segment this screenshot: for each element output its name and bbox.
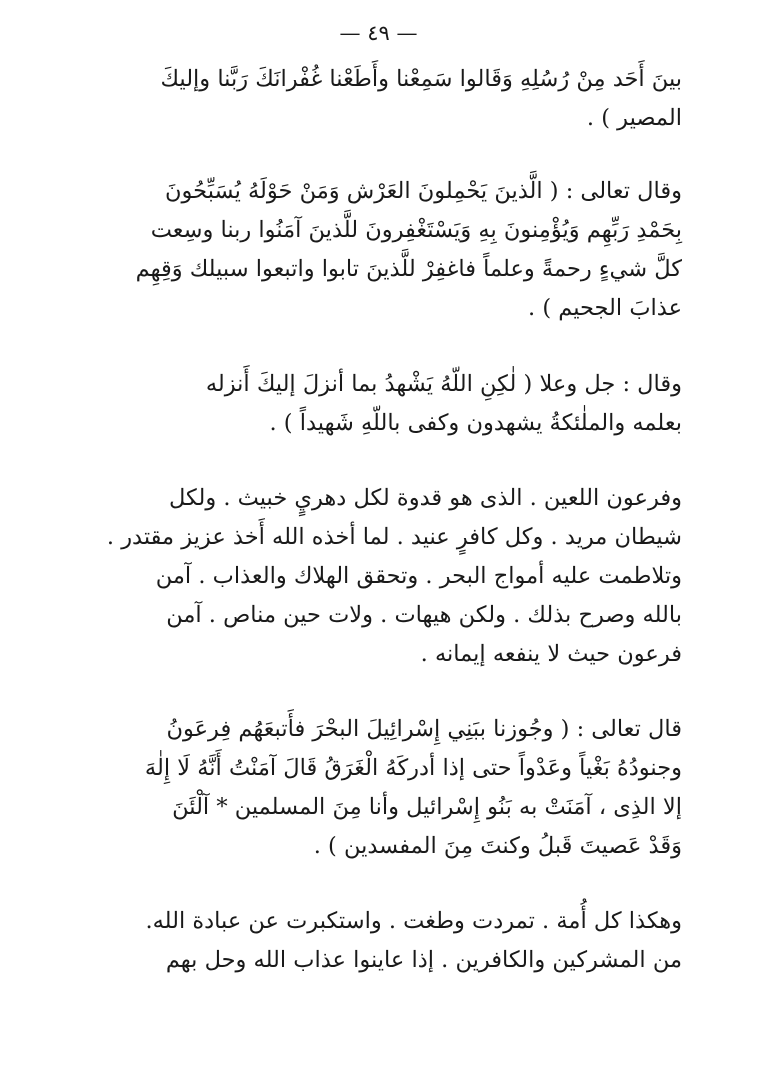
page-number: — ٤٩ — <box>339 21 418 45</box>
body-paragraph: وفرعون اللعين . الذى هو قدوة لكل دهريٍ خبيث . ولكل شيطان مريد . وكل كافرٍ عنيد . لما أخذه الله أَخذ عزيز مقتدر . وتلاطمت عليه أمواج البحر . وتحقق الهلاك والعذاب . آمن بالله وصرح بذلك . ولكن هيهات . ولات حين مناص . آمن فرعون حيث لا ينفعه إيمانه . <box>106 485 682 667</box>
quran-verse-paragraph: بينَ أَحَد مِنْ رُسُلِهِ وَقَالوا سَمِعْنا وأَطَعْنا غُفْرانَكَ رَبَّنا وإليكَ المصير ) . <box>160 66 682 131</box>
quran-verse-paragraph: قال تعالى : ( وجُوزنا ببَنِي إِسْرائِيلَ البحْرَ فأَتبعَهُم فِرعَونُ وجنودُهُ بَغْياً وعَدْواً حتى إذا أدركَهُ الْغَرَقُ قَالَ آمَنْتُ أَنَّهُ لَا إِلٰهَ إلا الذِى ، آمَنَتْ به بَنُو إِسْرائيل وأنا مِنَ المسلمين * آلْئَنَ وَقَدْ عَصيتَ قَبلُ وكنتَ مِنَ المفسدين ) . <box>144 716 682 859</box>
body-paragraph: وهكذا كل أُمة . تمردت وطغت . واستكبرت عن عبادة الله. من المشركين والكافرين . إذا عاينوا عذاب الله وحل بهم <box>145 908 682 973</box>
quran-verse-paragraph: وقال تعالى : ( الَّذينَ يَحْمِلونَ العَرْش وَمَنْ حَوْلَهُ يُسَبِّحُونَ بِحَمْدِ رَبِّهِم وَيُؤْمِنونَ بِهِ وَيَسْتَغْفِرونَ للَّذينَ آمَنُوا ربنا وسِعت كلَّ شيءٍ رحمةً وعلماً فاغفِرْ للَّذينَ تابوا واتبعوا سبيلك وَقِهِم عذابَ الجحيم ) . <box>135 178 682 321</box>
quran-verse-paragraph: وقال : جل وعلا ( لٰكِنِ اللّهُ يَشْهدُ بما أنزلَ إليكَ أَنزله بعلمه والملٰئكةُ يشهدون وكفى باللّهِ شَهيداً ) . <box>205 371 682 436</box>
